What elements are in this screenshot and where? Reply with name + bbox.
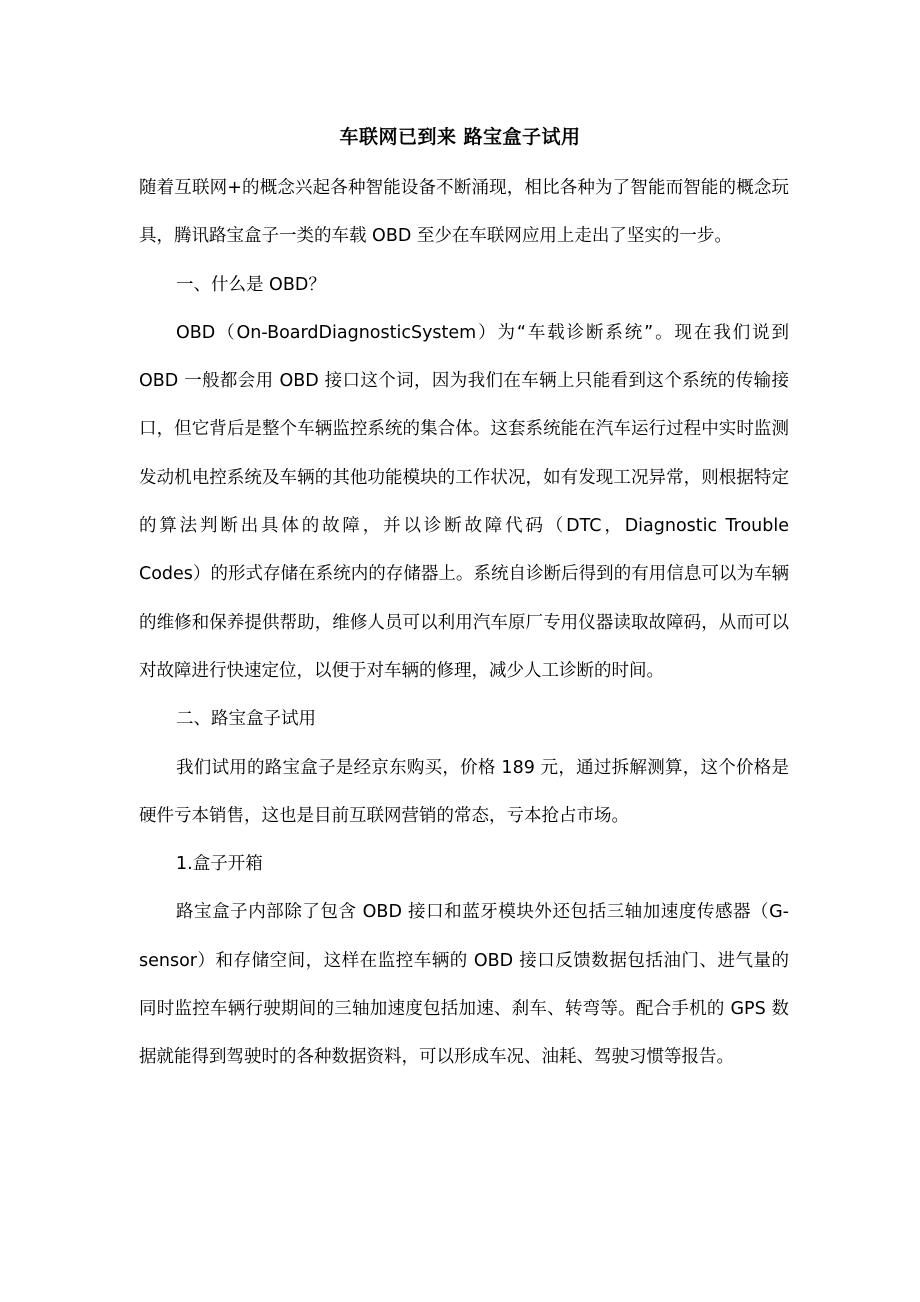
paragraph-purchase: 我们试用的路宝盒子是经京东购买，价格 189 元，通过拆解测算，这个价格是硬件亏本销售，这也是目前互联网营销的常态，亏本抢占市场。 [139,757,789,826]
paragraph-obd-definition: OBD（On-BoardDiagnosticSystem）为“车载诊断系统”。现在我们说到 OBD 一般都会用 OBD 接口这个词，因为我们在车辆上只能看到这个系统的传输接口，但它背后是整个车辆监控系统的集合体。这套系统能在汽车运行过程中实时监测发动机电控系统及车辆的其他功能模块的工作状况，如有发现工况异常，则根据特定的算法判断出具体的故障，并以诊断故障代码（DTC，Diagnostic Trouble Codes）的形式存储在系统内的存储器上。系统自诊断后得到的有用信息可以为车辆的维修和保养提供帮助，维修人员可以利用汽车原厂专用仪器读取故障码，从而可以对故障进行快速定位，以便于对车辆的修理，减少人工诊断的时间。 [139,322,789,681]
subheading-unboxing: 1.盒子开箱 [176,854,263,875]
document-body [139,164,789,1082]
section-heading-trial: 二、路宝盒子试用 [176,709,316,730]
paragraph-unboxing: 路宝盒子内部除了包含 OBD 接口和蓝牙模块外还包括三轴加速度传感器（G-sensor）和存储空间，这样在监控车辆的 OBD 接口反馈数据包括油门、进气量的同时监控车辆行驶期间的三轴加速度包括加速、刹车、转弯等。配合手机的 GPS 数据就能得到驾驶时的各种数据资料，可以形成车况、油耗、驾驶习惯等报告。 [139,902,789,1068]
section-heading-what-is-obd: 一、什么是 OBD？ [176,274,326,295]
paragraph-intro: 随着互联网+的概念兴起各种智能设备不断涌现，相比各种为了智能而智能的概念玩具，腾讯路宝盒子一类的车载 OBD 至少在车联网应用上走出了坚实的一步。 [139,178,789,247]
document-title: 车联网已到来 路宝盒子试用 [339,126,581,148]
